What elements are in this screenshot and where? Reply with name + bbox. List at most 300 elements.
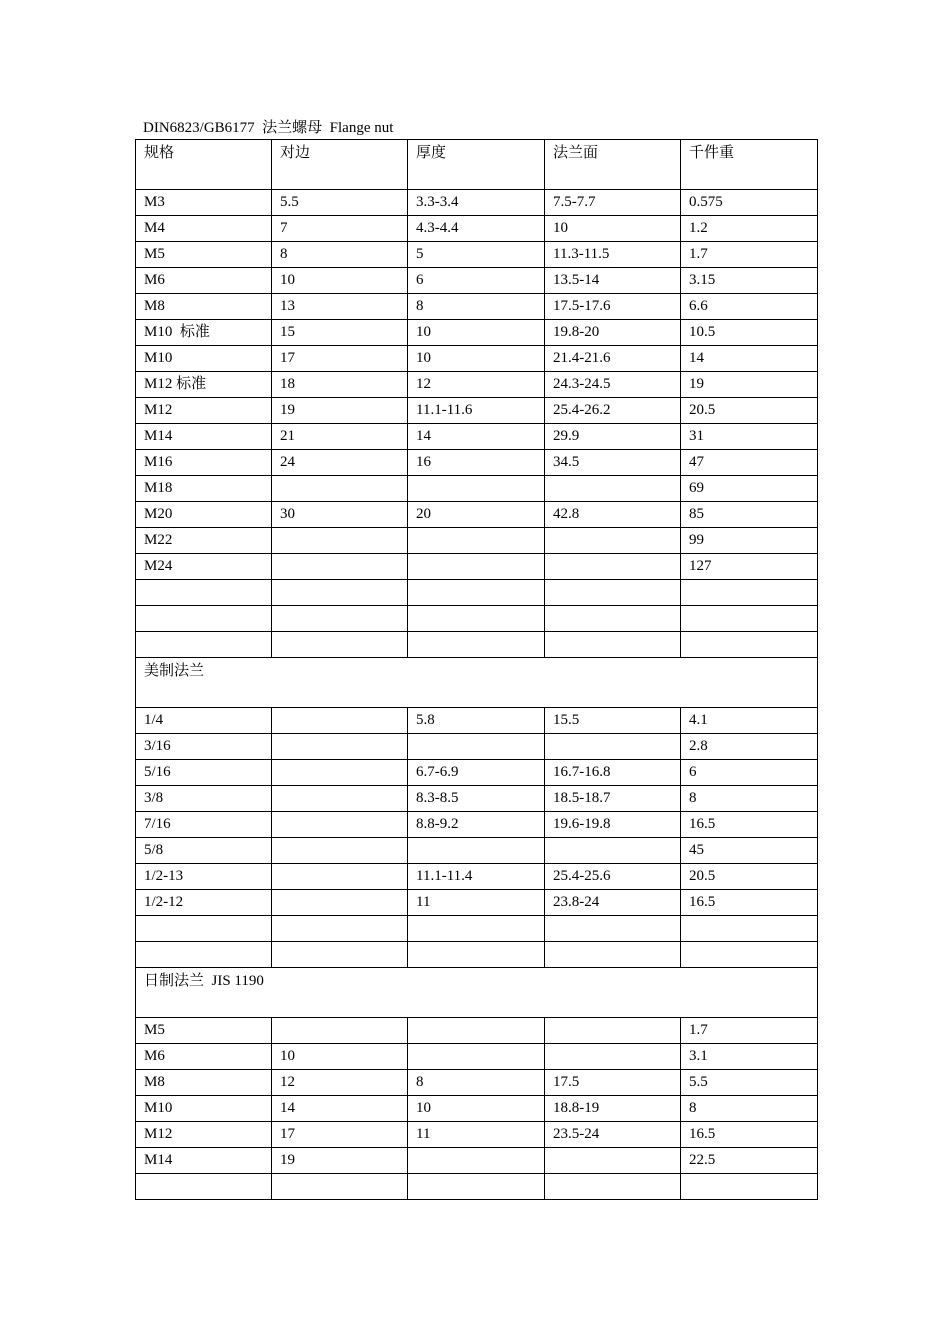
table-cell <box>136 890 272 916</box>
cell-text <box>416 1018 544 1020</box>
table-cell <box>136 812 272 838</box>
cell-text: M6 <box>144 1048 165 1064</box>
table-cell <box>408 916 545 942</box>
table-cell <box>272 1148 408 1174</box>
cell-text <box>280 708 407 710</box>
table-cell <box>408 734 545 760</box>
table-cell <box>681 554 818 580</box>
cell-text: 10 <box>416 350 431 366</box>
cell-text: 7/16 <box>144 816 171 832</box>
table-header-row <box>136 140 818 190</box>
table-cell <box>545 708 681 734</box>
cell-text: M6 <box>144 272 165 288</box>
cell-text: 25.4-26.2 <box>553 402 611 418</box>
cell-text: 23.8-24 <box>553 894 600 910</box>
table-cell <box>408 528 545 554</box>
cell-text: 24 <box>280 454 295 470</box>
cell-text: 5/16 <box>144 764 171 780</box>
cell-text: 1/2-13 <box>144 868 184 884</box>
cell-text: 3.15 <box>689 272 716 288</box>
table-cell <box>408 424 545 450</box>
table-cell <box>272 1070 408 1096</box>
cell-text <box>280 606 407 608</box>
cell-text <box>553 528 680 530</box>
table-cell <box>681 1174 818 1200</box>
table-cell <box>681 1018 818 1044</box>
table-cell <box>681 372 818 398</box>
table-row <box>136 528 818 554</box>
table-cell <box>408 1148 545 1174</box>
cell-text <box>553 606 680 608</box>
cell-text: 11 <box>416 1126 431 1142</box>
cell-text: 16.5 <box>689 816 716 832</box>
table-cell <box>681 838 818 864</box>
cell-text: 1.7 <box>689 246 708 262</box>
cell-text: M14 <box>144 428 173 444</box>
cell-text <box>553 1018 680 1020</box>
cell-text <box>416 1148 544 1150</box>
table-cell <box>408 346 545 372</box>
cell-text: 69 <box>689 480 704 496</box>
cell-text <box>280 1018 407 1020</box>
cell-text <box>144 606 271 608</box>
table-row <box>136 1148 818 1174</box>
cell-text: M14 <box>144 1152 173 1168</box>
table-cell <box>136 398 272 424</box>
table-cell <box>136 708 272 734</box>
table-cell <box>272 268 408 294</box>
jis-section-heading-cell <box>136 968 818 1018</box>
cell-text: 29.9 <box>553 428 580 444</box>
table-cell <box>545 838 681 864</box>
table-cell <box>136 838 272 864</box>
table-cell <box>545 372 681 398</box>
cell-text: M24 <box>144 558 173 574</box>
table-cell <box>136 760 272 786</box>
us-section-heading <box>136 658 818 708</box>
table-cell <box>136 424 272 450</box>
table-row <box>136 1018 818 1044</box>
cell-text: M4 <box>144 220 165 236</box>
header-cell-weight-per-thousand: 千件重 <box>681 140 818 190</box>
cell-text: M5 <box>144 246 165 262</box>
table-cell <box>136 450 272 476</box>
table-cell <box>681 890 818 916</box>
cell-text: 8.3-8.5 <box>416 790 459 806</box>
table-cell <box>408 294 545 320</box>
cell-text <box>280 632 407 634</box>
cell-text: 11.1-11.6 <box>416 402 473 418</box>
table-cell <box>681 734 818 760</box>
table-cell <box>272 838 408 864</box>
table-cell <box>408 450 545 476</box>
cell-text: 20 <box>416 506 431 522</box>
cell-text <box>416 606 544 608</box>
cell-text: 1.7 <box>689 1022 708 1038</box>
table-cell <box>272 812 408 838</box>
table-row <box>136 1096 818 1122</box>
table-cell <box>136 916 272 942</box>
cell-text: 14 <box>416 428 431 444</box>
table-cell <box>408 760 545 786</box>
cell-text: 20.5 <box>689 402 716 418</box>
table-cell <box>545 398 681 424</box>
table-cell <box>272 1096 408 1122</box>
cell-text: 19.8-20 <box>553 324 600 340</box>
table-cell <box>272 190 408 216</box>
table-cell <box>545 812 681 838</box>
cell-text: 10 <box>416 1100 431 1116</box>
cell-text: M22 <box>144 532 173 548</box>
cell-text: 11.3-11.5 <box>553 246 610 262</box>
cell-text: M5 <box>144 1022 165 1038</box>
cell-text: 6.6 <box>689 298 708 314</box>
table-cell <box>681 580 818 606</box>
table-cell <box>681 294 818 320</box>
table-cell <box>272 450 408 476</box>
table-cell <box>545 294 681 320</box>
cell-text <box>144 1174 271 1176</box>
table-cell <box>408 1096 545 1122</box>
table-cell <box>408 812 545 838</box>
table-cell <box>136 294 272 320</box>
cell-text: 5 <box>416 246 424 262</box>
table-cell <box>272 424 408 450</box>
table-cell <box>272 1122 408 1148</box>
cell-text <box>280 734 407 736</box>
us-section-heading-label: 美制法兰 <box>144 663 205 679</box>
table-cell <box>681 942 818 968</box>
table-row <box>136 320 818 346</box>
cell-text <box>416 632 544 634</box>
table-cell <box>408 320 545 346</box>
cell-text <box>553 838 680 840</box>
table-cell <box>272 398 408 424</box>
table-cell <box>545 786 681 812</box>
cell-text <box>280 812 407 814</box>
cell-text: 2.8 <box>689 738 708 754</box>
cell-text <box>144 942 271 944</box>
table-cell <box>272 890 408 916</box>
cell-text <box>553 476 680 478</box>
table-cell <box>681 632 818 658</box>
table-cell <box>272 242 408 268</box>
cell-text: M18 <box>144 480 173 496</box>
cell-text: 19.6-19.8 <box>553 816 611 832</box>
cell-text <box>280 786 407 788</box>
cell-text <box>280 580 407 582</box>
table-cell <box>545 942 681 968</box>
table-cell <box>408 580 545 606</box>
table-cell <box>681 708 818 734</box>
table-row <box>136 606 818 632</box>
table-cell <box>545 1174 681 1200</box>
table-body <box>136 140 818 1200</box>
table-cell <box>545 1096 681 1122</box>
cell-text: 17 <box>280 350 295 366</box>
table-row <box>136 372 818 398</box>
table-cell <box>545 346 681 372</box>
cell-text: 13.5-14 <box>553 272 600 288</box>
jis-section-heading-label: 日制法兰 JIS 1190 <box>144 973 264 989</box>
cell-text: 20.5 <box>689 868 716 884</box>
table-row <box>136 734 818 760</box>
table-cell <box>272 528 408 554</box>
table-cell <box>272 864 408 890</box>
table-cell <box>681 916 818 942</box>
table-cell <box>272 1018 408 1044</box>
table-cell <box>408 890 545 916</box>
table-cell <box>272 1174 408 1200</box>
table-cell <box>136 1018 272 1044</box>
table-cell <box>136 1174 272 1200</box>
table-row <box>136 450 818 476</box>
cell-text: 85 <box>689 506 704 522</box>
cell-text: 12 <box>416 376 431 392</box>
table-cell <box>545 1070 681 1096</box>
table-cell <box>272 606 408 632</box>
table-cell <box>545 606 681 632</box>
table-cell <box>136 942 272 968</box>
cell-text: 8 <box>689 1100 697 1116</box>
table-cell <box>136 372 272 398</box>
table-cell <box>545 424 681 450</box>
cell-text: M10 标准 <box>144 324 210 340</box>
cell-text <box>280 760 407 762</box>
table-cell <box>545 242 681 268</box>
table-cell <box>681 242 818 268</box>
table-cell <box>545 890 681 916</box>
cell-text <box>416 528 544 530</box>
table-cell <box>681 528 818 554</box>
table-cell <box>272 294 408 320</box>
cell-text: M12 <box>144 1126 173 1142</box>
table-cell <box>136 268 272 294</box>
table-row <box>136 838 818 864</box>
table-cell <box>681 450 818 476</box>
cell-text: M12 <box>144 402 173 418</box>
cell-text: 13 <box>280 298 295 314</box>
table-cell <box>136 1148 272 1174</box>
cell-text <box>689 942 817 944</box>
table-cell <box>545 1044 681 1070</box>
table-cell <box>545 760 681 786</box>
table-row <box>136 554 818 580</box>
cell-text: 16.7-16.8 <box>553 764 611 780</box>
cell-text: M10 <box>144 1100 173 1116</box>
table-row <box>136 890 818 916</box>
table-cell <box>408 1122 545 1148</box>
cell-text <box>280 916 407 918</box>
table-cell <box>136 1070 272 1096</box>
table-cell <box>408 1044 545 1070</box>
table-row <box>136 216 818 242</box>
table-cell <box>681 476 818 502</box>
cell-text <box>689 606 817 608</box>
table-cell <box>681 424 818 450</box>
table-cell <box>681 1122 818 1148</box>
table-cell <box>408 942 545 968</box>
table-cell <box>136 632 272 658</box>
cell-text <box>416 554 544 556</box>
table-cell <box>408 372 545 398</box>
table-cell <box>408 216 545 242</box>
table-cell <box>408 632 545 658</box>
table-cell <box>681 268 818 294</box>
cell-text: 10.5 <box>689 324 716 340</box>
table-cell <box>136 1122 272 1148</box>
table-row <box>136 346 818 372</box>
cell-text <box>416 1174 544 1176</box>
cell-text: 8 <box>416 298 424 314</box>
table-row <box>136 1044 818 1070</box>
cell-text <box>416 916 544 918</box>
cell-text: 16 <box>416 454 431 470</box>
table-cell <box>408 708 545 734</box>
cell-text <box>553 734 680 736</box>
cell-text: 6.7-6.9 <box>416 764 459 780</box>
table-cell <box>136 320 272 346</box>
table-cell <box>272 346 408 372</box>
table-cell <box>681 864 818 890</box>
table-row <box>136 1122 818 1148</box>
cell-text: 4.1 <box>689 712 708 728</box>
cell-text <box>689 1174 817 1176</box>
cell-text: 8 <box>416 1074 424 1090</box>
cell-text <box>144 580 271 582</box>
cell-text: 10 <box>553 220 568 236</box>
table-cell <box>681 760 818 786</box>
header-cell-thickness: 厚度 <box>408 140 545 190</box>
cell-text: 22.5 <box>689 1152 716 1168</box>
cell-text: 7 <box>280 220 288 236</box>
table-cell <box>272 580 408 606</box>
table-cell <box>545 632 681 658</box>
table-row <box>136 398 818 424</box>
table-cell <box>681 1044 818 1070</box>
table-cell <box>272 216 408 242</box>
cell-text: 3/8 <box>144 790 164 806</box>
cell-text <box>416 1044 544 1046</box>
cell-text: 10 <box>416 324 431 340</box>
cell-text: 17.5 <box>553 1074 580 1090</box>
table-cell <box>272 1044 408 1070</box>
header-cell-across-flats: 对边 <box>272 140 408 190</box>
table-row <box>136 1070 818 1096</box>
cell-text <box>280 942 407 944</box>
table-cell <box>545 580 681 606</box>
cell-text <box>416 580 544 582</box>
cell-text: 3.3-3.4 <box>416 194 459 210</box>
table-cell <box>408 476 545 502</box>
table-cell <box>272 502 408 528</box>
table-cell <box>272 372 408 398</box>
cell-text <box>280 476 407 478</box>
cell-text: 5/8 <box>144 842 164 858</box>
cell-text <box>280 554 407 556</box>
cell-text: M10 <box>144 350 173 366</box>
cell-text <box>416 838 544 840</box>
table-cell <box>681 190 818 216</box>
cell-text: 8 <box>689 790 697 806</box>
table-cell <box>136 864 272 890</box>
cell-text <box>144 632 271 634</box>
table-cell <box>136 346 272 372</box>
cell-text: 42.8 <box>553 506 580 522</box>
cell-text: 14 <box>280 1100 295 1116</box>
table-row <box>136 916 818 942</box>
cell-text: 16.5 <box>689 1126 716 1142</box>
table-cell <box>272 476 408 502</box>
cell-text: 18.8-19 <box>553 1100 600 1116</box>
cell-text: 1.2 <box>689 220 708 236</box>
cell-text: 1/4 <box>144 712 164 728</box>
header-cell-spec: 规格 <box>136 140 272 190</box>
cell-text: 5.5 <box>689 1074 708 1090</box>
cell-text: M8 <box>144 1074 165 1090</box>
cell-text <box>144 916 271 918</box>
table-cell <box>408 1174 545 1200</box>
cell-text: 5.5 <box>280 194 299 210</box>
table-cell <box>681 320 818 346</box>
table-cell <box>408 242 545 268</box>
table-cell <box>272 942 408 968</box>
table-cell <box>681 216 818 242</box>
cell-text: 30 <box>280 506 295 522</box>
table-row <box>136 786 818 812</box>
table-cell <box>272 554 408 580</box>
table-cell <box>681 398 818 424</box>
cell-text <box>416 942 544 944</box>
cell-text: 24.3-24.5 <box>553 376 611 392</box>
cell-text: 34.5 <box>553 454 580 470</box>
cell-text <box>280 1174 407 1176</box>
cell-text <box>553 1148 680 1150</box>
cell-text <box>689 632 817 634</box>
table-cell <box>136 1044 272 1070</box>
header-cell-flange-face: 法兰面 <box>545 140 681 190</box>
table-cell <box>681 606 818 632</box>
cell-text: 31 <box>689 428 704 444</box>
table-cell <box>408 838 545 864</box>
cell-text <box>689 580 817 582</box>
table-cell <box>545 190 681 216</box>
cell-text: 21 <box>280 428 295 444</box>
cell-text: 1/2-12 <box>144 894 184 910</box>
cell-text: 19 <box>689 376 704 392</box>
table-cell <box>272 632 408 658</box>
cell-text: 127 <box>689 558 712 574</box>
table-cell <box>545 1122 681 1148</box>
cell-text: 4.3-4.4 <box>416 220 459 236</box>
cell-text: 18.5-18.7 <box>553 790 611 806</box>
cell-text: 25.4-25.6 <box>553 868 611 884</box>
cell-text <box>280 838 407 840</box>
cell-text <box>553 632 680 634</box>
table-cell <box>545 1018 681 1044</box>
table-cell <box>272 786 408 812</box>
table-cell <box>272 320 408 346</box>
cell-text <box>553 916 680 918</box>
table-row <box>136 476 818 502</box>
cell-text: 10 <box>280 1048 295 1064</box>
cell-text: 5.8 <box>416 712 435 728</box>
table-cell <box>136 242 272 268</box>
cell-text: 8 <box>280 246 288 262</box>
table-cell <box>136 580 272 606</box>
cell-text <box>416 476 544 478</box>
table-cell <box>272 708 408 734</box>
